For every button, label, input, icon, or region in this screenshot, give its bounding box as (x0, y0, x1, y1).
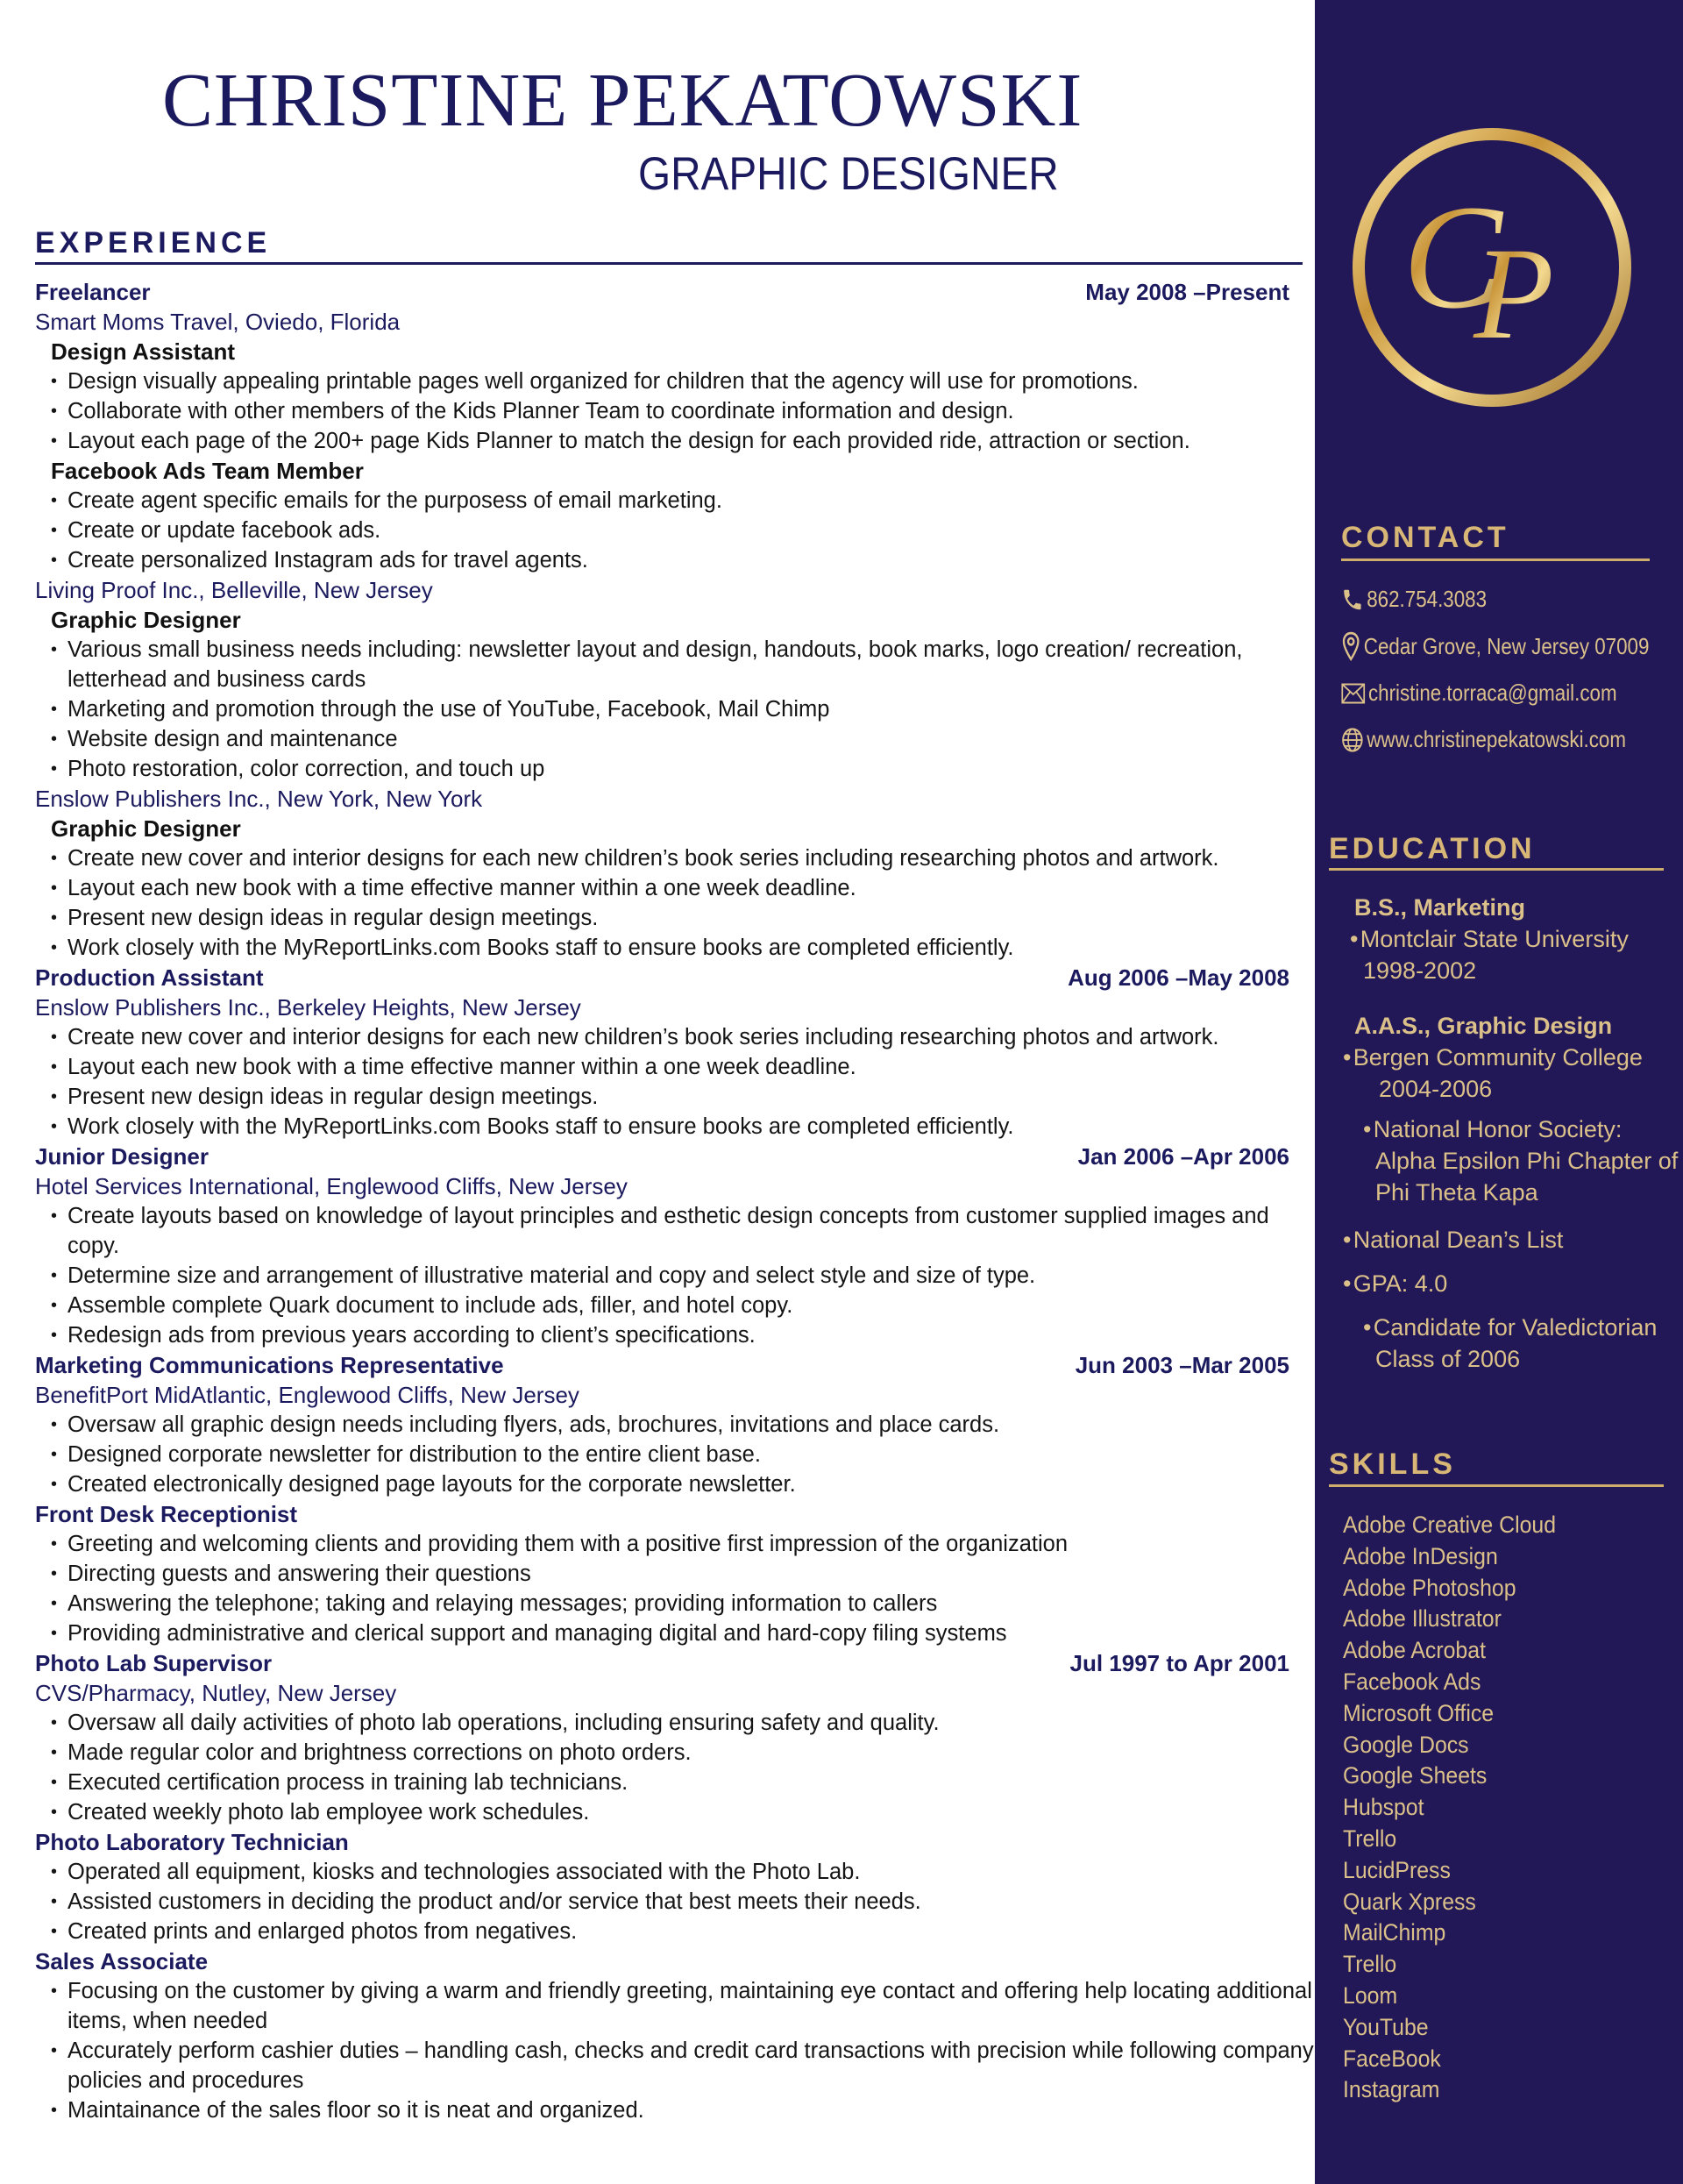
duty-item: • Photo restoration, color correction, and touch up (35, 754, 1315, 784)
skill-item: Quark Xpress (1343, 1888, 1476, 1915)
skill-item: Instagram (1343, 2076, 1440, 2103)
duty-item: • Create layouts based on knowledge of layout principles and esthetic design concepts from customer supplied images and copy. (35, 1201, 1315, 1261)
skill-item: MailChimp (1343, 1919, 1446, 1946)
duty-item: • Designed corporate newsletter for distribution to the entire client base. (35, 1440, 1315, 1469)
job-title: Production Assistant (35, 964, 264, 991)
job-header (35, 1648, 1315, 1678)
skill-item: LucidPress (1343, 1856, 1451, 1883)
education-divider (1329, 868, 1664, 871)
duty-list (35, 1022, 1315, 1142)
duty-item: • Created electronically designed page layouts for the corporate newsletter. (35, 1469, 1315, 1499)
skill-item: FaceBook (1343, 2045, 1441, 2072)
position-title: Graphic Designer (51, 815, 241, 842)
gpa-text: GPA: 4.0 (1353, 1270, 1448, 1297)
position-title: Design Assistant (51, 338, 235, 365)
duty-item: • Create agent specific emails for the purposess of email marketing. (35, 486, 1315, 516)
employer-location: BenefitPort MidAtlantic, Englewood Cliffs, New Jersey (35, 1382, 579, 1408)
duty-item: • Oversaw all graphic design needs including flyers, ads, brochures, invitations and place cards. (35, 1410, 1315, 1440)
employer-location: Enslow Publishers Inc., New York, New York (35, 786, 483, 812)
duty-list (35, 366, 1315, 456)
contact-website[interactable] (1341, 726, 1626, 753)
duty-item: • Layout each new book with a time effective manner within a one week deadline. (35, 873, 1315, 903)
location-pin-icon (1341, 631, 1360, 661)
location-text: Cedar Grove, New Jersey 07009 (1363, 632, 1650, 659)
job-date: Jan 2006 –Apr 2006 (1077, 1143, 1289, 1170)
job-entry (35, 963, 1315, 1142)
degree-graphic-design: A.A.S., Graphic Design (1354, 1013, 1613, 1039)
duty-item: • Assisted customers in deciding the product and/or service that best meets their needs. (35, 1887, 1315, 1917)
skill-item: Hubspot (1343, 1794, 1424, 1821)
school-montclair: • Montclair State University (1350, 926, 1629, 952)
job-entry (35, 1946, 1315, 2125)
duty-item: • Made regular color and brightness corrections on photo orders. (35, 1738, 1315, 1768)
job-title: Sales Associate (35, 1948, 209, 1974)
duty-item: • Redesign ads from previous years according to client’s specifications. (35, 1320, 1315, 1350)
job-entry (35, 1142, 1315, 1350)
skill-item: Facebook Ads (1343, 1668, 1481, 1695)
duty-item: • Created prints and enlarged photos from negatives. (35, 1917, 1315, 1946)
employer-location: Smart Moms Travel, Oviedo, Florida (35, 309, 401, 335)
job-title: Marketing Communications Representative (35, 1352, 504, 1378)
duty-item: • Accurately perform cashier duties – handling cash, checks and credit card transactions with precision while following company policies and procedures (35, 2036, 1315, 2095)
employer-location: Hotel Services International, Englewood Cliffs, New Jersey (35, 1173, 628, 1199)
experience-divider (35, 262, 1303, 265)
mail-icon (1341, 683, 1366, 704)
person-name: CHRISTINE PEKATOWSKI (162, 57, 1083, 142)
contact-email[interactable] (1341, 679, 1617, 707)
job-title: Freelancer (35, 279, 151, 305)
duty-list (35, 635, 1315, 784)
position-title: Graphic Designer (51, 607, 241, 633)
years-bergen: 2004-2006 (1379, 1076, 1493, 1102)
duty-list (35, 1201, 1315, 1350)
job-header (35, 963, 1315, 992)
skills-divider (1329, 1484, 1664, 1487)
skill-item: Trello (1343, 1951, 1397, 1978)
duty-item: • Executed certification process in training lab technicians. (35, 1768, 1315, 1797)
job-header (35, 1350, 1315, 1380)
job-entry (35, 1648, 1315, 1827)
job-entry (35, 1499, 1315, 1648)
job-header (35, 1827, 1315, 1857)
skill-item: Loom (1343, 1981, 1398, 2009)
duty-item: • Directing guests and answering their questions (35, 1559, 1315, 1589)
degree-marketing: B.S., Marketing (1354, 894, 1526, 921)
duty-item: • Present new design ideas in regular design meetings. (35, 903, 1315, 933)
education-heading: EDUCATION (1329, 832, 1536, 865)
job-header (35, 277, 1315, 307)
job-header (35, 1499, 1315, 1529)
school-bergen-text: Bergen Community College (1353, 1044, 1643, 1071)
cp-monogram-logo (1347, 123, 1637, 412)
duty-item: • Marketing and promotion through the use of YouTube, Facebook, Mail Chimp (35, 694, 1315, 724)
skill-item: Microsoft Office (1343, 1699, 1495, 1726)
job-title: Front Desk Receptionist (35, 1501, 298, 1527)
phone-icon (1341, 587, 1364, 613)
job-date: Jun 2003 –Mar 2005 (1075, 1352, 1289, 1378)
skill-item: Adobe Illustrator (1343, 1605, 1502, 1633)
employer-location: CVS/Pharmacy, Nutley, New Jersey (35, 1680, 397, 1706)
skill-item: YouTube (1343, 2013, 1429, 2040)
honor-society-line1: National Honor Society: (1373, 1116, 1623, 1142)
duty-list (35, 1708, 1315, 1827)
duty-item: • Create personalized Instagram ads for travel agents. (35, 545, 1315, 575)
duty-item: • Create new cover and interior designs for each new children’s book series including researching photos and artwork. (35, 843, 1315, 873)
valedictorian: • Candidate for Valedictorian (1363, 1314, 1658, 1341)
job-date: May 2008 –Present (1085, 279, 1289, 305)
job-title: Photo Lab Supervisor (35, 1650, 273, 1676)
duty-item: • Oversaw all daily activities of photo lab operations, including ensuring safety and quality. (35, 1708, 1315, 1738)
experience-list (35, 277, 1315, 2125)
valedictorian-line1: Candidate for Valedictorian (1373, 1314, 1658, 1341)
duty-item: • Collaborate with other members of the Kids Planner Team to coordinate information and design. (35, 396, 1315, 426)
duty-item: • Operated all equipment, kiosks and technologies associated with the Photo Lab. (35, 1857, 1315, 1887)
duty-item: • Create or update facebook ads. (35, 516, 1315, 545)
skill-item: Google Sheets (1343, 1762, 1488, 1789)
duty-item: • Work closely with the MyReportLinks.com Books staff to ensure books are completed efficiently. (35, 1112, 1315, 1142)
contact-phone[interactable] (1341, 586, 1487, 613)
logo-letter-p: P (1474, 221, 1554, 366)
skill-item: Trello (1343, 1825, 1397, 1852)
email-text: christine.torraca@gmail.com (1367, 679, 1617, 706)
skill-item: Adobe Acrobat (1343, 1637, 1486, 1664)
job-title: Junior Designer (35, 1143, 209, 1170)
position-title: Facebook Ads Team Member (51, 458, 364, 484)
job-date: Aug 2006 –May 2008 (1068, 964, 1289, 991)
valedictorian-line2: Class of 2006 (1375, 1346, 1521, 1372)
honor-society-line2: Alpha Epsilon Phi Chapter of (1375, 1148, 1679, 1174)
duty-list (35, 1976, 1315, 2125)
skills-list (1343, 1510, 1574, 2106)
skill-item: Google Docs (1343, 1731, 1469, 1758)
duty-item: • Providing administrative and clerical support and managing digital and hard-copy filing systems (35, 1618, 1315, 1648)
duty-item: • Assemble complete Quark document to include ads, filler, and hotel copy. (35, 1291, 1315, 1320)
skill-item: Adobe Creative Cloud (1343, 1512, 1557, 1538)
duty-list (35, 1529, 1315, 1648)
duty-item: • Layout each page of the 200+ page Kids Planner to match the design for each provided ride, attraction or section. (35, 426, 1315, 456)
school-montclair-text: Montclair State University (1360, 926, 1629, 952)
deans-list: • National Dean’s List (1343, 1227, 1564, 1253)
job-header (35, 1142, 1315, 1171)
duty-item: • Focusing on the customer by giving a warm and friendly greeting, maintaining eye contact and offering help locating additional items, when needed (35, 1976, 1315, 2036)
gpa: • GPA: 4.0 (1343, 1270, 1448, 1297)
duty-item: • Maintainance of the sales floor so it is neat and organized. (35, 2095, 1315, 2125)
job-entry (35, 277, 1315, 963)
duty-item: • Create new cover and interior designs for each new children’s book series including researching photos and artwork. (35, 1022, 1315, 1052)
duty-item: • Present new design ideas in regular design meetings. (35, 1082, 1315, 1112)
skills-heading: SKILLS (1329, 1448, 1456, 1481)
website-text: www.christinepekatowski.com (1367, 726, 1626, 752)
experience-heading: EXPERIENCE (35, 226, 272, 260)
job-header (35, 1946, 1315, 1976)
contact-heading: CONTACT (1341, 521, 1509, 554)
job-date: Jul 1997 to Apr 2001 (1069, 1650, 1289, 1676)
duty-list (35, 1410, 1315, 1499)
duty-item: • Greeting and welcoming clients and providing them with a positive first impression of the organization (35, 1529, 1315, 1559)
duty-list (35, 486, 1315, 575)
honor-society: • National Honor Society: (1363, 1116, 1623, 1142)
duty-list (35, 843, 1315, 963)
duty-list (35, 1857, 1315, 1946)
globe-icon (1341, 727, 1364, 753)
phone-text: 862.754.3083 (1367, 586, 1488, 612)
duty-item: • Created weekly photo lab employee work schedules. (35, 1797, 1315, 1827)
job-entry (35, 1827, 1315, 1946)
employer-location: Enslow Publishers Inc., Berkeley Heights, New Jersey (35, 994, 581, 1021)
employer-location: Living Proof Inc., Belleville, New Jersey (35, 577, 433, 603)
skill-item: Adobe Photoshop (1343, 1574, 1516, 1601)
school-bergen: • Bergen Community College (1343, 1044, 1643, 1071)
contact-divider (1341, 558, 1650, 561)
deans-list-text: National Dean’s List (1353, 1227, 1564, 1253)
honor-society-line3: Phi Theta Kapa (1375, 1179, 1538, 1206)
duty-item: • Determine size and arrangement of illustrative material and copy and select style and size of type. (35, 1261, 1315, 1291)
duty-item: • Layout each new book with a time effective manner within a one week deadline. (35, 1052, 1315, 1082)
job-title: Photo Laboratory Technician (35, 1829, 349, 1855)
logo-letter-c: C (1402, 174, 1502, 339)
skill-item: Adobe InDesign (1343, 1542, 1498, 1569)
duty-item: • Website design and maintenance (35, 724, 1315, 754)
duty-item: • Various small business needs including: newsletter layout and design, handouts, book marks, logo creation/ recreation, letterhead and business cards (35, 635, 1315, 694)
duty-item: • Answering the telephone; taking and relaying messages; providing information to callers (35, 1589, 1315, 1618)
job-role-title: GRAPHIC DESIGNER (638, 148, 1059, 200)
contact-location (1341, 631, 1649, 661)
years-montclair: 1998-2002 (1363, 957, 1477, 984)
job-entry (35, 1350, 1315, 1499)
duty-item: • Work closely with the MyReportLinks.com Books staff to ensure books are completed efficiently. (35, 933, 1315, 963)
duty-item: • Design visually appealing printable pages well organized for children that the agency will use for promotions. (35, 366, 1315, 396)
